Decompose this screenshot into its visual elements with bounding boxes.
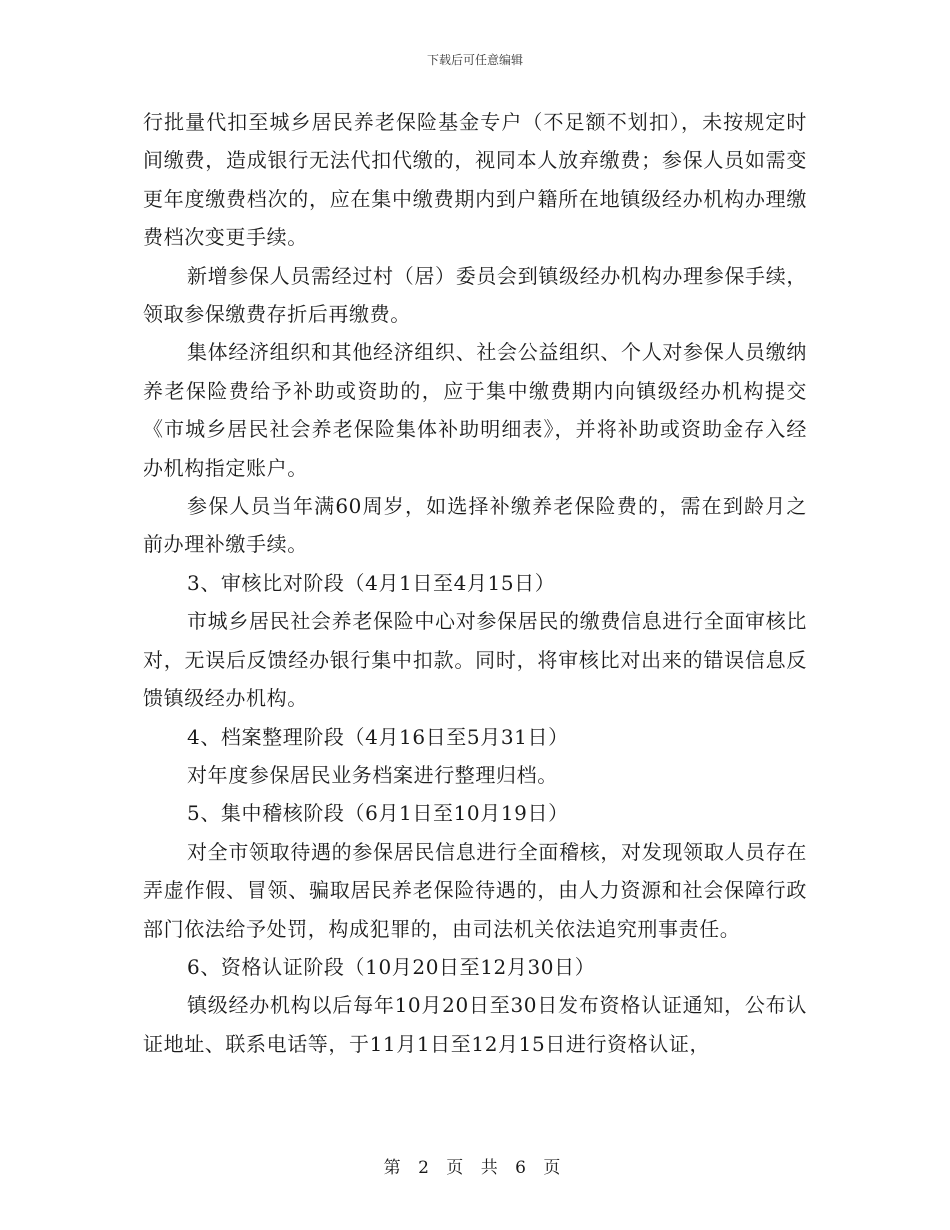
paragraph-review: 市城乡居民社会养老保险中心对参保居民的缴费信息进行全面审核比对，无误后反馈经办银行集中扣款。同时，将审核比对出来的错误信息反馈镇级经办机构。 <box>143 609 807 711</box>
paragraph-new-enrollees: 新增参保人员需经过村（居）委员会到镇级经办机构办理参保手续，领取参保缴费存折后再缴费。 <box>143 263 807 327</box>
paragraph-continuation: 行批量代扣至城乡居民养老保险基金专户（不足额不划扣），未按规定时间缴费，造成银行无法代扣代缴的，视同本人放弃缴费；参保人员如需变更年度缴费档次的，应在集中缴费期内到户籍所在地镇级经办机构办理缴费档次变更手续。 <box>143 110 807 250</box>
section-heading-review: 3、审核比对阶段（4月1日至4月15日） <box>187 570 556 595</box>
document-body <box>143 103 807 1063</box>
paragraph-archive: 对年度参保居民业务档案进行整理归档。 <box>187 762 558 787</box>
section-heading-audit: 5、集中稽核阶段（6月1日至10月19日） <box>187 801 569 826</box>
page-number: 第 2 页 共 6 页 <box>383 1158 567 1178</box>
paragraph-age-60-backpay: 参保人员当年满60周岁，如选择补缴养老保险费的，需在到龄月之前办理补缴手续。 <box>143 494 807 557</box>
section-heading-certification: 6、资格认证阶段（10月20日至12月30日） <box>187 954 596 979</box>
page-header-note: 下载后可任意编辑 <box>426 53 523 67</box>
paragraph-collective-subsidy: 集体经济组织和其他经济组织、社会公益组织、个人对参保人员缴纳养老保险费给予补助或资助的，应于集中缴费期内向镇级经办机构提交《市城乡居民社会养老保险集体补助明细表》，并将补助或资助金存入经办机构指定账户。 <box>143 340 807 480</box>
paragraph-certification: 镇级经办机构以后每年10月20日至30日发布资格认证通知，公布认证地址、联系电话等，于11月1日至12月15日进行资格认证， <box>143 993 807 1056</box>
paragraph-audit: 对全市领取待遇的参保居民信息进行全面稽核，对发现领取人员存在弄虚作假、冒领、骗取居民养老保险待遇的，由人力资源和社会保障行政部门依法给予处罚，构成犯罪的，由司法机关依法追究刑事责任。 <box>143 839 807 941</box>
section-heading-archive: 4、档案整理阶段（4月16日至5月31日） <box>187 724 569 749</box>
